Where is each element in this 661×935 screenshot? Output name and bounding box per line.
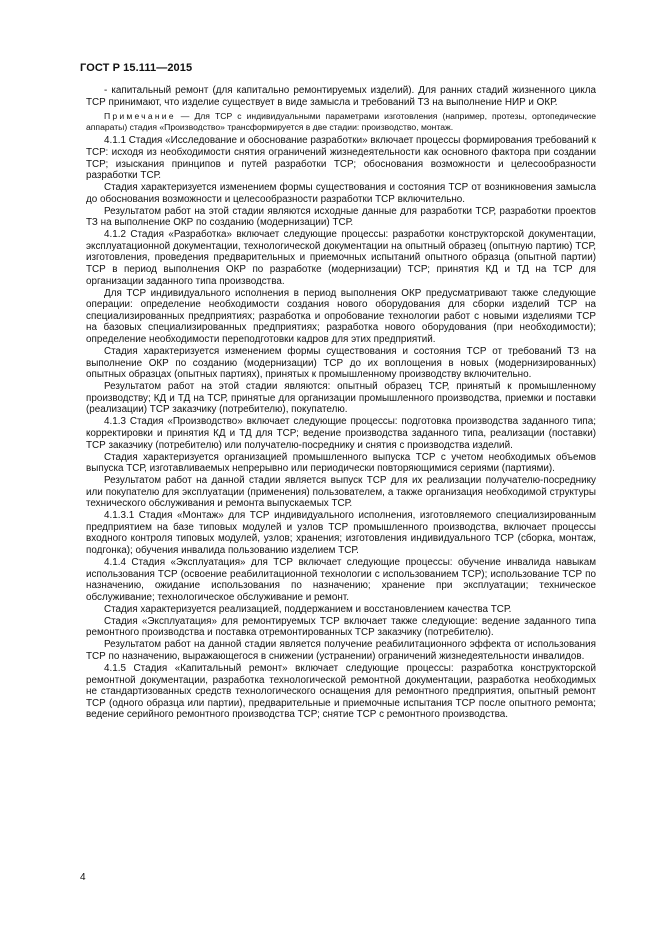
paragraph-4-1-3-1: 4.1.3.1 Стадия «Монтаж» для ТСР индивидуального исполнения, изготовляемого специализированным предприятием на базе типовых модулей и узлов ТСР промышленного производства, включает процессы входного контроля типовых модулей, узлов; хранения; изготовления индивидуального ТСР (сборка, монтаж, подгонка); обучения инвалида пользованию изделием ТСР.: [86, 510, 596, 557]
paragraph: Результатом работ на этой стадии являются: опытный образец ТСР, принятый к промышленному производству; КД и ТД на ТСР, принятые для организации промышленного производства, приемки и поставки (реализации) ТСР заказчику (потребителю), покупателю.: [86, 381, 596, 416]
paragraph: Стадия характеризуется изменением формы существования и состояния ТСР от требований ТЗ на выполнение ОКР по созданию (модернизации) ТСР до их воплощения в новых (модернизированных) опытных образцах (опытных партиях), принятых к промышленному производству включительно.: [86, 346, 596, 381]
paragraph: Для ТСР индивидуального исполнения в период выполнения ОКР предусматривают также следующие операции: определение необходимости создания нового оборудования для сборки изделий ТСР на специализированных предприятиях; разработка и опробование технологии работ с новыми изделиями ТСР на базовых специализированных предприятиях; разработка нового оборудования (при необходимости); определение необходимости переподготовки кадров для этих предприятий.: [86, 287, 596, 346]
paragraph-repair-intro: - капитальный ремонт (для капитально ремонтируемых изделий). Для ранних стадий жизненного цикла ТСР принимают, что изделие существует в виде замысла и требований ТЗ на выполнение НИР и ОКР.: [86, 85, 596, 108]
document-body: [86, 85, 596, 721]
paragraph-4-1-5: 4.1.5 Стадия «Капитальный ремонт» включает следующие процессы: разработка конструкторской ремонтной документации, разработка технологической ремонтной документации, разработка необходимых не стандартизованных средств технологического оснащения для ремонтного предприятия, опытный ремонт ТСР (одного образца или партии), предварительные и приемочные испытания ТСР после опытного ремонта; ведение серийного ремонтного производства ТСР; снятие ТСР с ремонтного производства.: [86, 662, 596, 721]
paragraph: Результатом работ на данной стадии является получение реабилитационного эффекта от использования ТСР по назначению, выражающегося в снижении (устранении) ограничений жизнедеятельности инвалидов.: [86, 639, 596, 662]
paragraph: Результатом работ на этой стадии являются исходные данные для разработки ТСР, разработки проектов ТЗ на выполнение ОКР по созданию (модернизации) ТСР.: [86, 205, 596, 229]
paragraph-4-1-2: 4.1.2 Стадия «Разработка» включает следующие процессы: разработки конструкторской документации, эксплуатационной документации, технологической документации на опытный образец (опытную партию) ТСР, изготовления, проведения предварительных и приемочных испытаний опытного образца (опытной партии) ТСР в период выполнения ОКР по разработке (модернизации) ТСР; принятия КД и ТД на ТСР для организации заданного типа производства.: [86, 229, 596, 287]
paragraph: Стадия «Эксплуатация» для ремонтируемых ТСР включает также следующие: ведение заданного типа ремонтного производства и поставка отремонтированных ТСР заказчику (потребителю).: [86, 615, 596, 639]
note-label: Примечание: [104, 111, 176, 122]
paragraph: Результатом работ на данной стадии является выпуск ТСР для их реализации получателю-посреднику или покупателю для эксплуатации (применения) пользователем, а также организация необходимой структуры технического обслуживания и ремонта выпускаемых ТСР.: [86, 475, 596, 510]
paragraph: Стадия характеризуется организацией промышленного выпуска ТСР с учетом необходимых объемов выпуска ТСР, изготавливаемых непрерывно или периодически повторяющимися сериями (партиями).: [86, 451, 596, 475]
paragraph-4-1-3: 4.1.3 Стадия «Производство» включает следующие процессы: подготовка производства заданного типа; корректировки и принятия КД и ТД для ТСР; ведение производства заданного типа, реализации (поставки) ТСР заказчику (потребителю) или получателю-посреднику и снятия с производства изделий.: [86, 416, 596, 451]
paragraph: Стадия характеризуется реализацией, поддержанием и восстановлением качества ТСР.: [104, 603, 512, 615]
paragraph: Стадия характеризуется изменением формы существования и состояния ТСР от возникновения замысла до обоснования возможности и целесообразности разработки ТСР включительно.: [86, 182, 596, 205]
paragraph-4-1-1: 4.1.1 Стадия «Исследование и обоснование разработки» включает процессы формирования требований к ТСР: исходя из необходимости снятия ограничений жизнедеятельности как основного фактора при создании ТСР; изыскания принципов и путей разработки ТСР; обоснования возможности и целесообразности разработки ТСР.: [86, 135, 596, 182]
note-text: — Для ТСР с индивидуальными параметрами изготовления (например, протезы, ортопедические аппараты) стадия «Производство» трансформируется в две стадии: производство, монтаж.: [86, 111, 596, 132]
note-paragraph: [86, 111, 596, 132]
document-header: ГОСТ Р 15.111—2015: [80, 62, 193, 74]
paragraph-4-1-4: 4.1.4 Стадия «Эксплуатация» для ТСР включает следующие процессы: обучение инвалида навыкам использования ТСР (освоение реабилитационной технологии с использованием ТСР); использование ТСР по назначению, ожидание использования по назначению; хранение при эксплуатации; техническое обслуживание; технологическое обслуживание и ремонт.: [86, 557, 596, 603]
page-number: 4: [80, 872, 86, 883]
